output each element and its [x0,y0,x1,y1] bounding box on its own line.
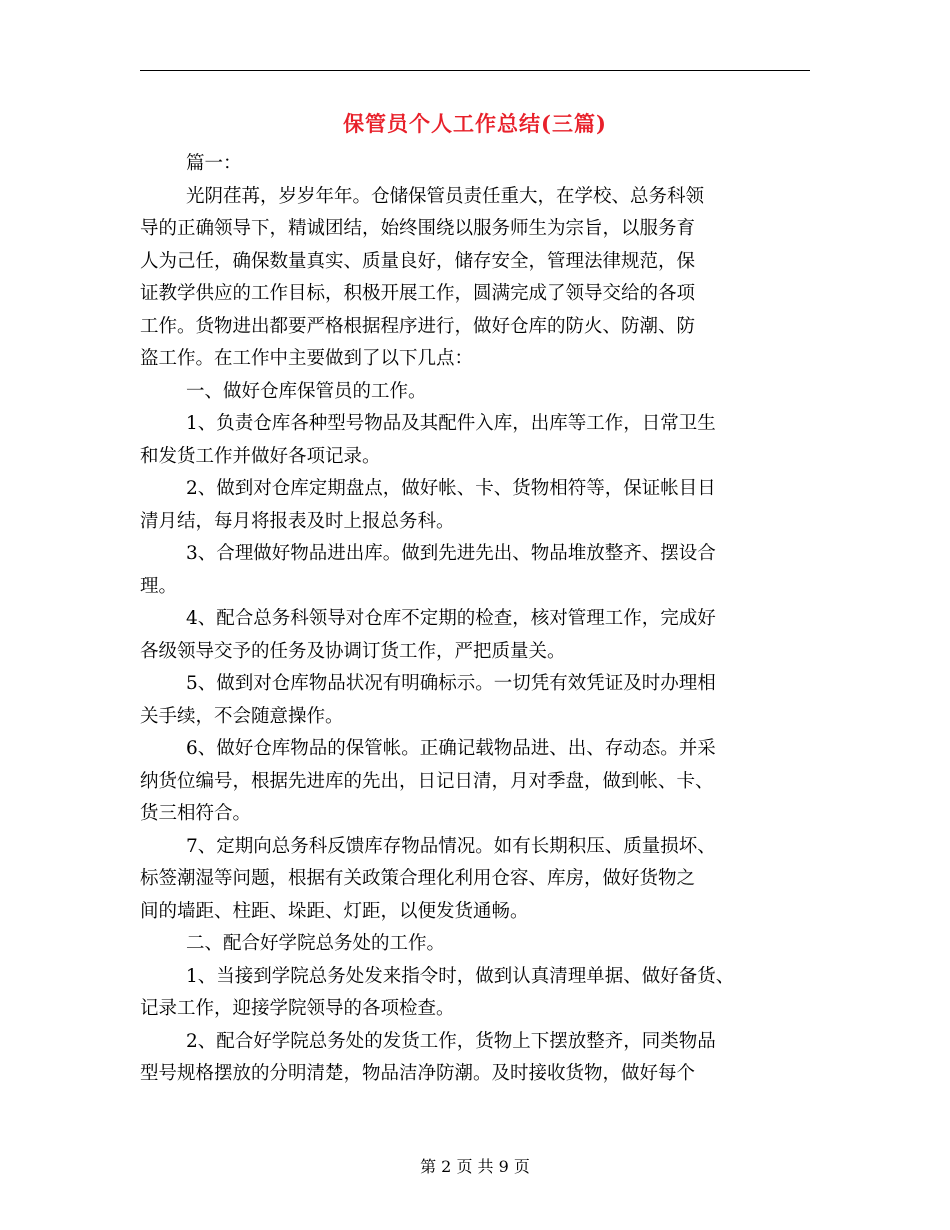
text-line: 记录工作，迎接学院领导的各项检查。 [140,998,455,1019]
text-line: 1、当接到学院总务处发来指令时，做到认真清理单据、做好备货、 [186,965,735,987]
text-line: 2、做到对仓库定期盘点，做好帐、卡、货物相符等，保证帐目日 [186,478,716,499]
text-line: 4、配合总务科领导对仓库不定期的检查，核对管理工作，完成好 [186,608,716,629]
text-line: 二、配合好学院总务处的工作。 [186,933,446,954]
text-line: 各级领导交予的任务及协调订货工作，严把质量关。 [140,640,566,662]
text-line: 工作。货物进出都要严格根据程序进行，做好仓库的防火、防潮、防 [140,315,696,337]
document-body [140,148,820,1091]
text-line: 货三相符合。 [140,803,252,824]
text-line: 理。 [140,575,178,597]
text-line: 间的墙距、柱距、垛距、灯距，以便发货通畅。 [140,900,529,922]
text-line: 篇一： [186,153,242,174]
text-line: 6、做好仓库物品的保管帐。正确记载物品进、出、存动态。并采 [186,738,716,759]
text-line: 型号规格摆放的分明清楚，物品洁净防潮。及时接收货物，做好每个 [140,1063,696,1084]
text-line: 关手续，不会随意操作。 [140,705,344,727]
text-line: 纳货位编号，根据先进库的先出，日记日清，月对季盘，做到帐、卡、 [140,770,714,792]
text-line: 证教学供应的工作目标，积极开展工作，圆满完成了领导交给的各项 [140,283,696,304]
document-title: 保管员个人工作总结(三篇) [343,111,607,136]
text-line: 1、负责仓库各种型号物品及其配件入库，出库等工作，日常卫生 [186,413,716,434]
text-line: 清月结，每月将报表及时上报总务科。 [140,510,455,532]
text-line: 盗工作。在工作中主要做到了以下几点： [140,348,474,369]
text-line: 标签潮湿等问题，根据有关政策合理化利用仓容、库房，做好货物之 [140,868,696,889]
text-line: 7、定期向总务科反馈库存物品情况。如有长期积压、质量损坏、 [186,835,716,857]
text-line: 一、做好仓库保管员的工作。 [186,380,427,402]
text-line: 3、合理做好物品进出库。做到先进先出、物品堆放整齐、摆设合 [186,543,716,564]
text-line: 2、配合好学院总务处的发货工作，货物上下摆放整齐，同类物品 [186,1030,716,1052]
text-line: 和发货工作并做好各项记录。 [140,445,381,467]
text-line: 5、做到对仓库物品状况有明确标示。一切凭有效凭证及时办理相 [186,673,716,694]
header-rule [140,70,810,71]
text-line: 导的正确领导下，精诚团结，始终围绕以服务师生为宗旨，以服务育 [140,218,696,239]
text-line: 光阴荏苒，岁岁年年。仓储保管员责任重大，在学校、总务科领 [186,185,705,207]
text-line: 人为己任，确保数量真实、质量良好，储存安全，管理法律规范，保 [140,250,696,272]
page-footer: 第 2 页 共 9 页 [420,1157,530,1176]
